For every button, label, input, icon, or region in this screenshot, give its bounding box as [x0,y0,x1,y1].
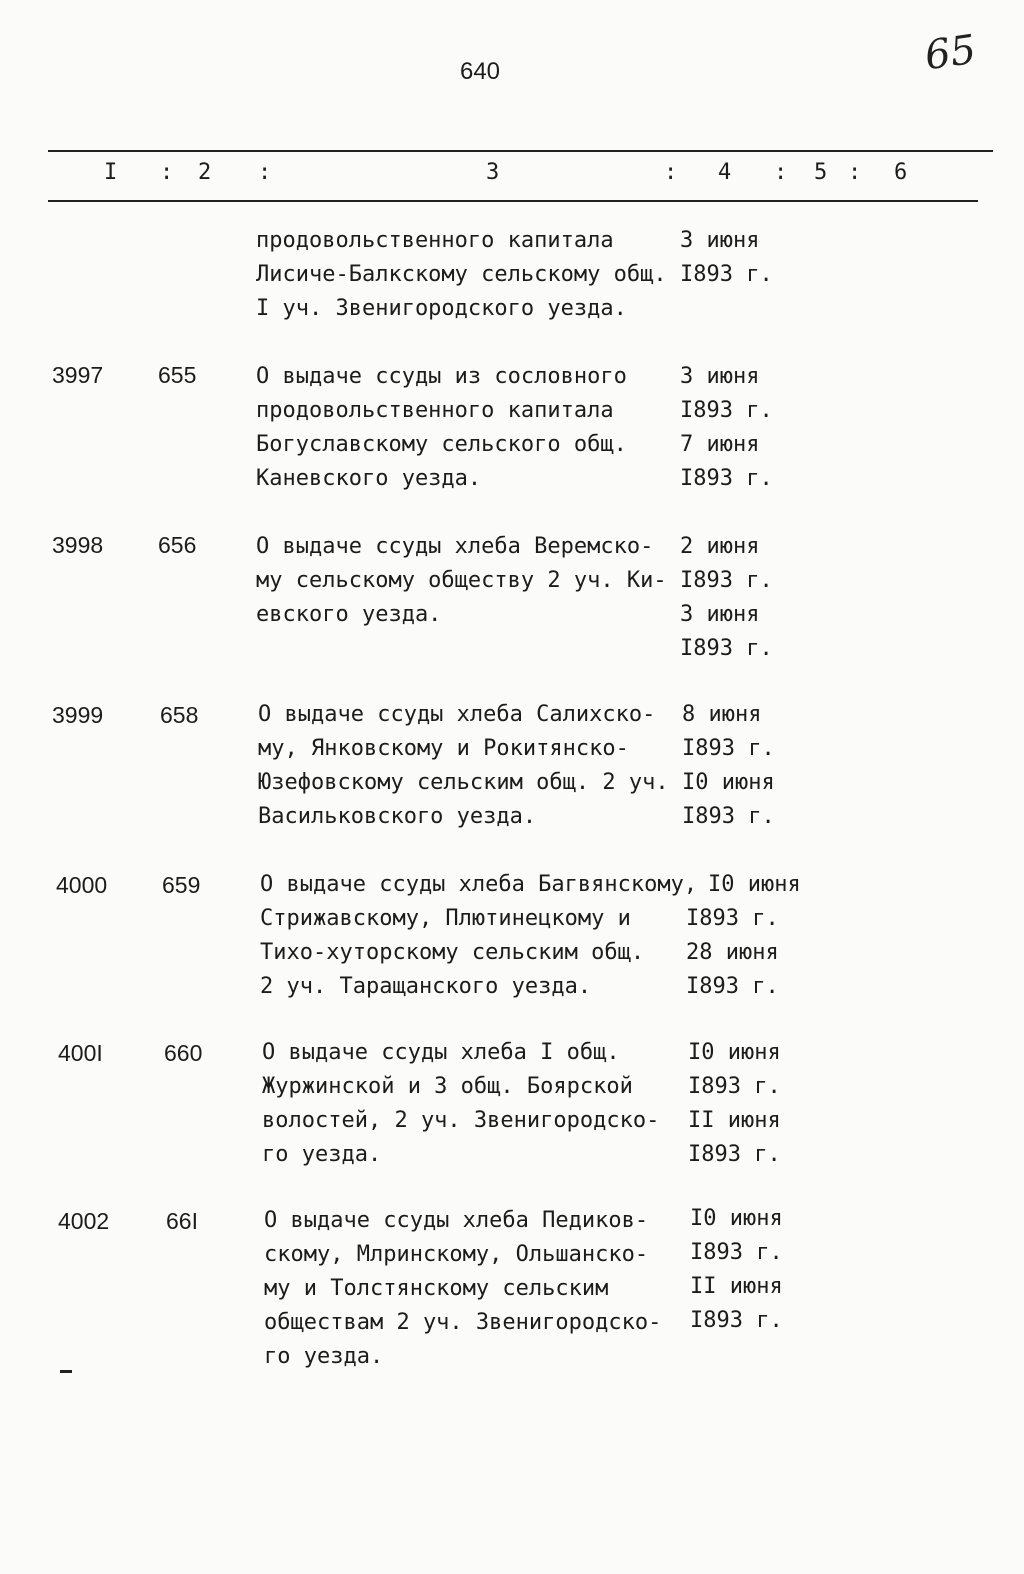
file-number: 659 [162,872,201,898]
description-line: продовольственного капитала [256,398,614,423]
entry-dates [686,868,801,1004]
entry-dates [688,1036,781,1172]
description-line: О выдаче ссуды хлеба Салихско- [258,702,656,727]
description-line: Богуславскому сельского общ. [256,432,627,457]
entry-description [264,1204,661,1374]
entry-dates [680,530,773,666]
date-line: I0 июня [708,872,801,897]
entry-description [262,1036,659,1172]
description-line: му сельскому обществу 2 уч. Ки- [256,568,667,593]
record-number: 3998 [52,532,104,558]
record-number: 400I [58,1040,103,1066]
archive-sheet-number: 65 [922,26,979,80]
col-sep: : [258,160,272,185]
description-line: евского уезда. [256,602,442,627]
description-line: Васильковского уезда. [258,804,537,829]
date-line: I893 г. [680,466,773,491]
date-line: 8 июня [682,702,762,727]
date-line: 28 июня [686,940,779,965]
entry-description [260,868,697,1004]
description-line: О выдаче ссуды хлеба Веремско- [256,534,654,559]
margin-dash-mark [60,1370,72,1373]
file-number: 660 [164,1040,203,1066]
date-line: I0 июня [688,1040,781,1065]
date-line: I893 г. [682,804,775,829]
date-line: I893 г. [680,636,773,661]
header-rule-top [48,150,993,152]
date-line: II июня [690,1274,783,1299]
page-number: 640 [459,58,501,85]
record-number: 4000 [56,872,108,898]
date-line: 2 июня [680,534,760,559]
date-line: I893 г. [690,1308,783,1333]
description-line: О выдаче ссуды хлеба I общ. [262,1040,620,1065]
entry-description [258,698,669,834]
entry-description [256,530,667,632]
header-rule-bottom [48,200,978,202]
entry-dates [680,224,773,292]
description-line: 2 уч. Таращанского уезда. [260,974,592,999]
col-header-2: 2 [198,160,212,185]
date-line: I893 г. [688,1074,781,1099]
col-sep: : [664,160,678,185]
description-line: Стрижавскому, Плютинецкому и [260,906,631,931]
date-line: I893 г. [690,1240,783,1265]
file-number: 658 [160,702,199,728]
entry-dates [680,360,773,496]
col-header-5: 5 [814,160,828,185]
description-line: му, Янковскому и Рокитянско- [258,736,629,761]
col-header-6: 6 [894,160,908,185]
date-line: I0 июня [690,1206,783,1231]
description-line: скому, Млринскому, Ольшанско- [264,1242,649,1267]
col-sep: : [160,160,174,185]
file-number: 656 [158,532,197,558]
record-number: 4002 [58,1208,110,1234]
date-line: 3 июня [680,602,760,627]
description-line: Журжинской и 3 общ. Боярской [262,1074,633,1099]
date-line: I893 г. [680,398,773,423]
description-line: продовольственного капитала [256,228,614,253]
description-line: Лисиче-Балкскому сельскому общ. [256,262,667,287]
col-header-1: I [104,160,118,185]
date-line: 7 июня [680,432,760,457]
description-line: I уч. Звенигородского уезда. [256,296,627,321]
entry-dates [690,1202,783,1338]
date-line: II июня [688,1108,781,1133]
description-line: обществам 2 уч. Звенигородско- [264,1310,662,1335]
description-line: му и Толстянскому сельским [264,1276,609,1301]
date-line: 3 июня [680,364,760,389]
col-header-3: 3 [486,160,500,185]
col-sep: : [848,160,862,185]
date-line: 3 июня [680,228,760,253]
col-sep: : [774,160,788,185]
description-line: Каневского уезда. [256,466,482,491]
entry-dates [682,698,775,834]
description-line: волостей, 2 уч. Звенигородско- [262,1108,660,1133]
description-line: го уезда. [262,1142,382,1167]
description-line: О выдаче ссуды хлеба Багвянскому, [260,872,698,897]
record-number: 3999 [52,702,104,728]
file-number: 66I [166,1208,198,1234]
file-number: 655 [158,362,197,388]
date-line: I0 июня [682,770,775,795]
record-number: 3997 [52,362,104,388]
col-header-4: 4 [718,160,732,185]
date-line: I893 г. [680,568,773,593]
description-line: О выдаче ссуды из сословного [256,364,627,389]
date-line: I893 г. [686,906,779,931]
description-line: О выдаче ссуды хлеба Педиков- [264,1208,649,1233]
description-line: Тихо-хуторскому сельским общ. [260,940,645,965]
date-line: I893 г. [682,736,775,761]
entry-description [256,360,627,496]
date-line: I893 г. [688,1142,781,1167]
entry-description [256,224,667,326]
date-line: I893 г. [680,262,773,287]
description-line: го уезда. [264,1344,384,1369]
date-line: I893 г. [686,974,779,999]
description-line: Юзефовскому сельским общ. 2 уч. [258,770,669,795]
